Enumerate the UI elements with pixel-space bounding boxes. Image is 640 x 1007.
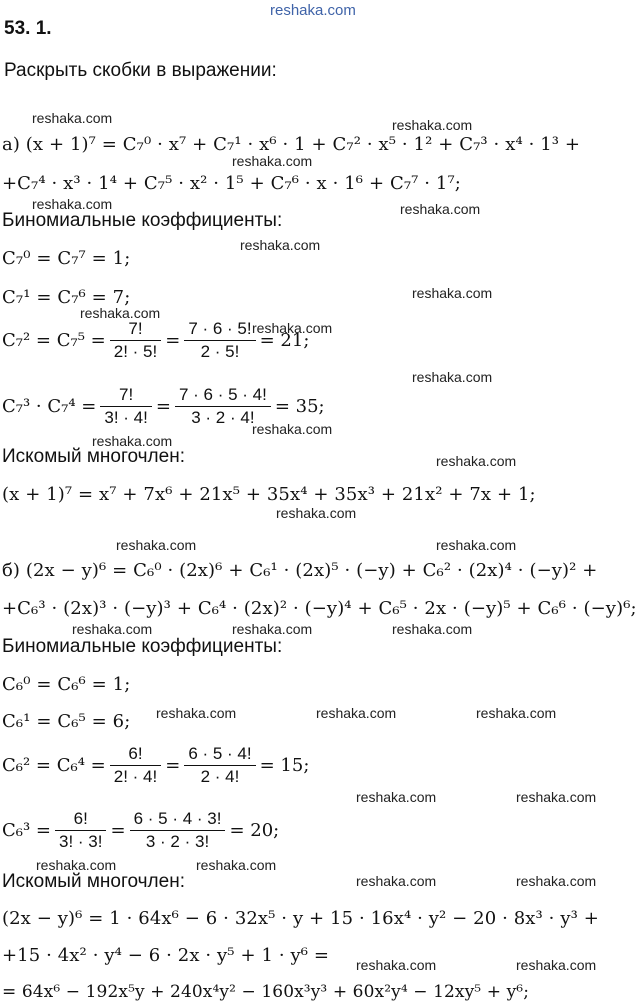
- part-b-expansion-line2: +C₆³ · (2x)³ · (−y)³ + C₆⁴ · (2x)² · (−y)⁴ + C₆⁵ · 2x · (−y)⁵ + C₆⁶ · (−y)⁶;: [2, 598, 637, 619]
- fraction-denominator: 3! · 3!: [59, 832, 103, 851]
- part-b-c3-lhs: C₆³ =: [2, 820, 52, 841]
- site-watermark: reshaka.com: [116, 537, 197, 553]
- part-a-expansion-line2: +C₇⁴ · x³ · 1⁴ + C₇⁵ · x² · 1⁵ + C₇⁶ · x · 1⁶ + C₇⁷ · 1⁷;: [2, 173, 461, 194]
- fraction-denominator: 3 · 2 · 3!: [145, 832, 210, 851]
- part-a-result: (x + 1)⁷ = x⁷ + 7x⁶ + 21x⁵ + 35x⁴ + 35x³ + 21x² + 7x + 1;: [2, 484, 536, 505]
- fraction-denominator: 2! · 4!: [113, 767, 158, 786]
- site-watermark: reshaka.com: [252, 320, 333, 336]
- fraction-denominator: 3 · 2 · 4!: [191, 408, 255, 427]
- site-watermark: reshaka.com: [392, 117, 473, 133]
- part-a-result-label: Искомый многочлен:: [2, 446, 185, 467]
- part-a-expansion-line1: а) (x + 1)⁷ = C₇⁰ · x⁷ + C₇¹ · x⁶ · 1 + C₇² · x⁵ · 1² + C₇³ · x⁴ · 1³ +: [2, 134, 581, 155]
- fraction: [100, 384, 151, 429]
- site-watermark: reshaka.com: [516, 957, 597, 973]
- fraction-denominator: 3! · 4!: [104, 408, 148, 427]
- part-b-c2-lhs: C₆² = C₆⁴ =: [2, 755, 106, 776]
- equals-sign: =: [165, 755, 181, 776]
- site-watermark: reshaka.com: [516, 789, 597, 805]
- fraction: [184, 318, 255, 363]
- equals-sign: =: [155, 396, 171, 417]
- fraction-numerator: 6!: [110, 743, 161, 766]
- site-watermark: reshaka.com: [232, 153, 313, 169]
- site-watermark: reshaka.com: [412, 285, 493, 301]
- site-watermark: reshaka.com: [92, 433, 173, 449]
- equals-sign: =: [165, 330, 181, 351]
- fraction-numerator: 6!: [55, 808, 106, 831]
- part-b-c2-rhs: = 15;: [259, 755, 310, 776]
- part-b-result-line3: = 64x⁶ − 192x⁵y + 240x⁴y² − 160x³y³ + 60x²y⁴ − 12xy⁵ + y⁶;: [2, 982, 530, 1002]
- site-watermark: reshaka.com: [32, 196, 113, 212]
- site-watermark: reshaka.com: [356, 873, 437, 889]
- site-watermark: reshaka.com: [72, 621, 153, 637]
- site-watermark: reshaka.com: [156, 705, 237, 721]
- fraction: [55, 808, 106, 853]
- fraction-denominator: 2! · 5!: [113, 342, 158, 361]
- part-b-coefficients-label: Биномиальные коэффициенты:: [2, 636, 283, 657]
- site-watermark: reshaka.com: [316, 705, 397, 721]
- site-watermark: reshaka.com: [436, 537, 517, 553]
- fraction-numerator: 7 · 6 · 5!: [184, 318, 255, 341]
- fraction-numerator: 7!: [100, 384, 151, 407]
- part-a-c2-lhs: C₇² = C₇⁵ =: [2, 330, 106, 351]
- fraction: [110, 318, 161, 363]
- site-watermark: reshaka.com: [516, 873, 597, 889]
- site-watermark: reshaka.com: [232, 621, 313, 637]
- site-watermark: reshaka.com: [80, 305, 161, 321]
- part-b-coefficient-2: [2, 743, 309, 788]
- fraction-numerator: 7 · 6 · 5 · 4!: [175, 384, 271, 407]
- fraction: [130, 808, 226, 853]
- site-watermark: reshaka.com: [36, 857, 117, 873]
- part-a-c3-lhs: C₇³ · C₇⁴ =: [2, 396, 97, 417]
- problem-number: 53. 1.: [4, 18, 52, 39]
- fraction-numerator: 6 · 5 · 4!: [184, 743, 255, 766]
- part-b-result-line1: (2x − y)⁶ = 1 · 64x⁶ − 6 · 32x⁵ · y + 15 · 16x⁴ · y² − 20 · 8x³ · y³ +: [2, 908, 599, 929]
- part-b-result-label: Искомый многочлен:: [2, 871, 185, 892]
- site-watermark: reshaka.com: [252, 421, 333, 437]
- part-b-coefficient-3: [2, 808, 279, 853]
- site-watermark: reshaka.com: [32, 110, 113, 126]
- part-b-c3-rhs: = 20;: [229, 820, 280, 841]
- site-watermark: reshaka.com: [476, 705, 557, 721]
- site-watermark: reshaka.com: [240, 237, 321, 253]
- site-watermark: reshaka.com: [196, 857, 277, 873]
- fraction-denominator: 2 · 5!: [200, 342, 240, 361]
- part-b-expansion-line1: б) (2x − y)⁶ = C₆⁰ · (2x)⁶ + C₆¹ · (2x)⁵ · (−y) + C₆² · (2x)⁴ · (−y)² +: [2, 560, 598, 581]
- fraction-denominator: 2 · 4!: [200, 767, 240, 786]
- part-a-c2-rhs: = 21;: [259, 330, 310, 351]
- site-watermark: reshaka.com: [356, 957, 437, 973]
- fraction-numerator: 7!: [110, 318, 161, 341]
- part-b-coefficient-1: C₆¹ = C₆⁵ = 6;: [2, 711, 131, 732]
- part-b-coefficient-0: C₆⁰ = C₆⁶ = 1;: [2, 674, 131, 695]
- fraction: [184, 743, 255, 788]
- site-watermark: reshaka.com: [392, 621, 473, 637]
- site-watermark: reshaka.com: [276, 505, 357, 521]
- fraction-numerator: 6 · 5 · 4 · 3!: [130, 808, 226, 831]
- part-a-coefficients-label: Биномиальные коэффициенты:: [2, 210, 283, 231]
- site-watermark: reshaka.com: [436, 453, 517, 469]
- part-a-coefficient-0: C₇⁰ = C₇⁷ = 1;: [2, 248, 131, 269]
- equals-sign: =: [110, 820, 126, 841]
- part-a-coefficient-1: C₇¹ = C₇⁶ = 7;: [2, 287, 131, 308]
- part-b-result-line2: +15 · 4x² · y⁴ − 6 · 2x · y⁵ + 1 · y⁶ =: [2, 945, 330, 966]
- part-a-c3-rhs: = 35;: [274, 396, 325, 417]
- site-watermark: reshaka.com: [412, 369, 493, 385]
- site-watermark: reshaka.com: [400, 201, 481, 217]
- site-watermark: reshaka.com: [356, 789, 437, 805]
- fraction: [110, 743, 161, 788]
- site-watermark-top: reshaka.com: [270, 2, 356, 19]
- task-statement: Раскрыть скобки в выражении:: [4, 60, 277, 81]
